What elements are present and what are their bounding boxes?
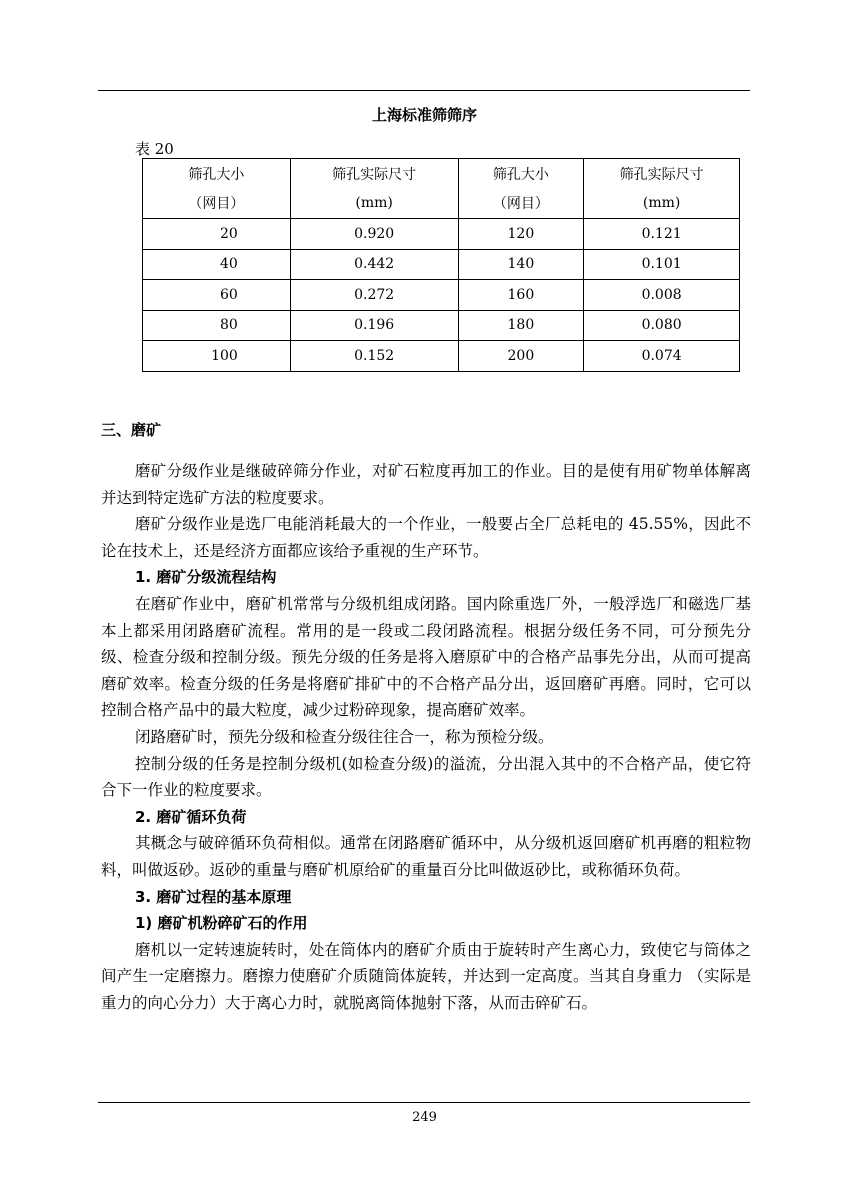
size-cell: 0.196 <box>290 310 458 341</box>
table-row <box>143 249 740 280</box>
subheading: 1) 磨矿机粉碎矿石的作用 <box>135 914 308 933</box>
mesh-cell: 100 <box>143 341 291 372</box>
size-cell: 0.074 <box>584 341 740 372</box>
subheading: 1. 磨矿分级流程结构 <box>135 568 277 587</box>
size-cell: 0.442 <box>290 249 458 280</box>
header-cell: 筛孔实际尺寸 <box>584 159 740 189</box>
mesh-cell: 140 <box>458 249 584 280</box>
mesh-cell: 80 <box>143 310 291 341</box>
header-rule <box>98 90 750 91</box>
size-cell: 0.272 <box>290 280 458 311</box>
size-cell: 0.008 <box>584 280 740 311</box>
paragraph: 闭路磨矿时，预先分级和检查分级往往合一，称为预检分级。 <box>135 727 554 746</box>
mesh-cell: 200 <box>458 341 584 372</box>
mesh-cell: 60 <box>143 280 291 311</box>
size-cell: 0.152 <box>290 341 458 372</box>
size-cell: 0.920 <box>290 219 458 250</box>
header-unit-cell: （网目） <box>143 189 291 219</box>
table-header-row <box>143 159 740 189</box>
mesh-cell: 180 <box>458 310 584 341</box>
section-heading: 三、磨矿 <box>101 421 162 439</box>
table-row <box>143 310 740 341</box>
size-cell: 0.101 <box>584 249 740 280</box>
size-cell: 0.121 <box>584 219 740 250</box>
paragraph: 在磨矿作业中，磨矿机常常与分级机组成闭路。国内除重选厂外，一般浮选厂和磁选厂基本上都采用闭路磨矿流程。常用的是一段或二段闭路流程。根据分级任务不同，可分预先分级、检查分级和控制分级。预先分级的任务是将入磨原矿中的合格产品事先分出，从而可提高磨矿效率。检查分级的任务是将磨矿排矿中的不合格产品分出，返回磨矿再磨。同时，它可以控制合格产品中的最大粒度，减少过粉碎现象，提高磨矿效率。 <box>101 594 751 720</box>
body-text <box>101 458 751 1016</box>
mesh-cell: 20 <box>143 219 291 250</box>
size-cell: 0.080 <box>584 310 740 341</box>
paragraph: 磨矿分级作业是选厂电能消耗最大的一个作业，一般要占全厂总耗电的 45.55%，因此不论在技术上，还是经济方面都应该给予重视的生产环节。 <box>101 515 751 560</box>
header-cell: 筛孔实际尺寸 <box>290 159 458 189</box>
header-unit-cell: (mm) <box>290 189 458 219</box>
mesh-cell: 120 <box>458 219 584 250</box>
paragraph: 控制分级的任务是控制分级机(如检查分级)的溢流，分出混入其中的不合格产品，使它符合下一作业的粒度要求。 <box>101 754 751 800</box>
subheading: 3. 磨矿过程的基本原理 <box>135 887 292 906</box>
header-cell: 筛孔大小 <box>458 159 584 189</box>
mesh-cell: 160 <box>458 280 584 311</box>
mesh-cell: 40 <box>143 249 291 280</box>
page-number: 249 <box>412 1110 437 1125</box>
paragraph: 其概念与破碎循环负荷相似。通常在闭路磨矿循环中，从分级机返回磨矿机再磨的粗粒物料，叫做返砂。返砂的重量与磨矿机原给矿的重量百分比叫做返砂比，或称循环负荷。 <box>101 834 751 879</box>
table-row <box>143 341 740 372</box>
table-title: 上海标准筛筛序 <box>371 106 477 124</box>
table-row <box>143 219 740 250</box>
header-unit-cell: （网目） <box>458 189 584 219</box>
header-unit-cell: (mm) <box>584 189 740 219</box>
sieve-table <box>142 158 740 372</box>
footer-rule <box>98 1102 750 1103</box>
header-cell: 筛孔大小 <box>143 159 291 189</box>
subheading: 2. 磨矿循环负荷 <box>135 807 247 826</box>
table-label: 表 20 <box>135 140 174 158</box>
table-row <box>143 280 740 311</box>
table-header-units-row <box>143 189 740 219</box>
paragraph: 磨机以一定转速旋转时，处在筒体内的磨矿介质由于旋转时产生离心力，致使它与筒体之间产生一定磨擦力。磨擦力使磨矿介质随筒体旋转，并达到一定高度。当其自身重力 （实际是重力的向心分力）大于离心力时，就脱离筒体抛射下落，从而击碎矿石。 <box>101 940 751 1012</box>
paragraph: 磨矿分级作业是继破碎筛分作业，对矿石粒度再加工的作业。目的是使有用矿物单体解离并达到特定选矿方法的粒度要求。 <box>101 462 751 507</box>
